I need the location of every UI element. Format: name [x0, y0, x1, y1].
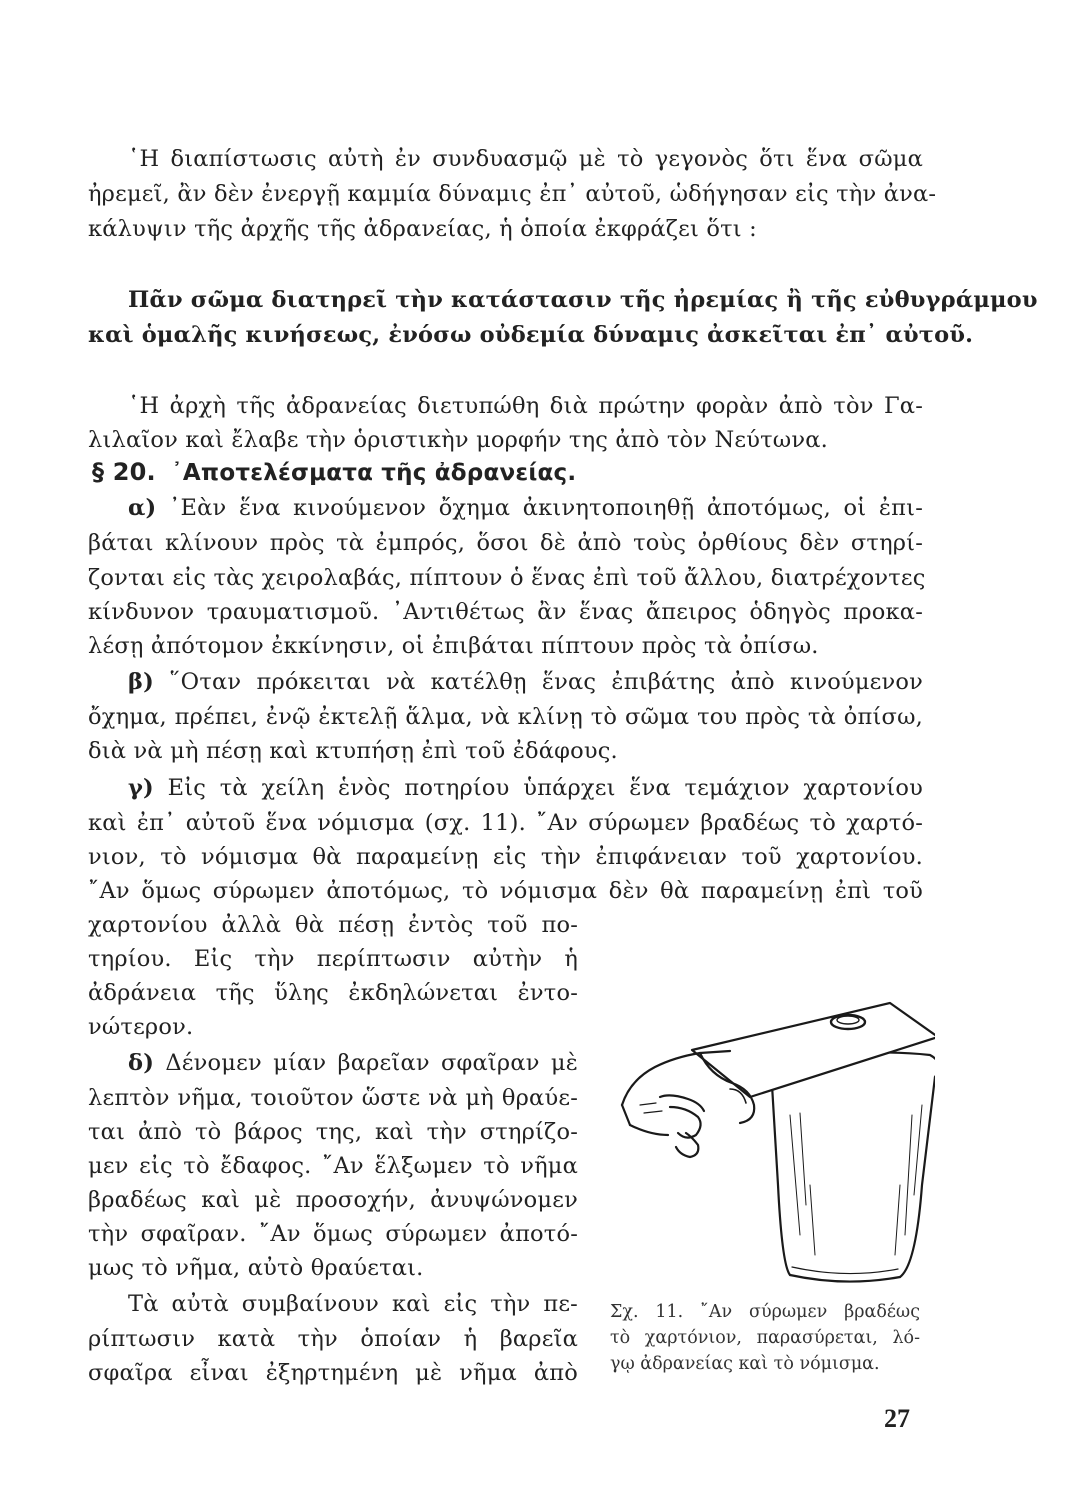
section-number: § 20. [92, 458, 156, 486]
text-line: ῎Αν ὅμως σύρωμεν ἀποτόμως, τὸ νόμισμα δὲν θὰ παραμείνῃ ἐπὶ τοῦ [88, 878, 923, 904]
caption-line: τὸ χαρτόνιον, παρασύρεται, λό- [610, 1328, 920, 1348]
paragraph-label: β) [128, 669, 154, 695]
text-line: χαρτονίου ἀλλὰ θὰ πέσῃ ἐντὸς τοῦ πο- [88, 912, 578, 938]
text-line [88, 668, 923, 696]
text-line: ἀδράνεια τῆς ὕλης ἐκδηλώνεται ἐντο- [88, 980, 578, 1006]
text-line: βάται κλίνουν πρὸς τὰ ἐμπρός, ὅσοι δὲ ἀπὸ τοὺς ὀρθίους δὲν στηρί- [88, 530, 923, 556]
coin-illustration [831, 1015, 865, 1029]
text-line: ρίπτωσιν κατὰ τὴν ὁποίαν ἡ βαρεῖα [88, 1326, 578, 1352]
figure-glass-card-coin [600, 985, 935, 1305]
caption-line: γῳ ἀδρανείας καὶ τὸ νόμισμα. [610, 1354, 880, 1374]
text-line: λιλαῖον καὶ ἔλαβε τὴν ὁριστικὴν μορφήν της ἀπὸ τὸν Νεύτωνα. [88, 427, 828, 453]
text-line: βραδέως καὶ μὲ προσοχήν, ἀνυψώνομεν [88, 1187, 578, 1213]
text-line: λεπτὸν νῆμα, τοιοῦτον ὥστε νὰ μὴ θραύε- [88, 1085, 578, 1111]
text-line: καὶ ὁμαλῆς κινήσεως, ἐνόσω οὐδεμία δύναμις ἀσκεῖται ἐπ᾿ αὐτοῦ. [88, 322, 974, 348]
paragraph-label: α) [128, 495, 157, 521]
text-line: νώτερον. [88, 1014, 194, 1040]
text-line: ῾Η ἀρχὴ τῆς ἀδρανείας διετυπώθη διὰ πρώτην φορὰν ἀπὸ τὸν Γα- [128, 393, 923, 419]
text-line: κίνδυνον τραυματισμοῦ. ᾿Αντιθέτως ἂν ἕνας ἄπειρος ὁδηγὸς προκα- [88, 599, 923, 625]
text-line: μεν εἰς τὸ ἔδαφος. ῎Αν ἕλξωμεν τὸ νῆμα [88, 1153, 578, 1179]
text-span: ῞Οταν πρόκειται νὰ κατέλθῃ ἕνας ἐπιβάτης ἀπὸ κινούμενον [169, 669, 923, 695]
text-line: σφαῖρα εἶναι ἐξηρτημένη μὲ νῆμα ἀπὸ [88, 1360, 578, 1386]
page-number: 27 [884, 1404, 910, 1433]
text-line: λέσῃ ἀπότομον ἐκκίνησιν, οἱ ἐπιβάται πίπτουν πρὸς τὰ ὀπίσω. [88, 633, 819, 659]
text-line: νιον, τὸ νόμισμα θὰ παραμείνῃ εἰς τὴν ἐπιφάνειαν τοῦ χαρτονίου. [88, 844, 923, 870]
text-line: ζονται εἰς τὰς χειρολαβάς, πίπτουν ὁ ἕνας ἐπὶ τοῦ ἄλλου, διατρέχοντες [88, 565, 926, 591]
text-line: κάλυψιν τῆς ἀρχῆς τῆς ἀδρανείας, ἡ ὁποία ἐκφράζει ὅτι : [88, 216, 757, 242]
text-span: ᾿Εὰν ἕνα κινούμενον ὄχημα ἀκινητοποιηθῇ ἀποτόμως, οἱ ἐπι- [169, 495, 923, 521]
caption-line: Σχ. 11. ῎Αν σύρωμεν βραδέως [610, 1302, 920, 1322]
text-line [88, 494, 923, 522]
text-line: Πᾶν σῶμα διατηρεῖ τὴν κατάστασιν τῆς ἠρεμίας ἢ τῆς εὐθυγράμμου [128, 287, 1038, 313]
text-line: ῾Η διαπίστωσις αὐτὴ ἐν συνδυασμῷ μὲ τὸ γεγονὸς ὅτι ἕνα σῶμα [128, 146, 923, 172]
card-illustration [692, 1003, 935, 1097]
text-line [88, 774, 923, 802]
glass-illustration [772, 1053, 935, 1282]
text-line: διὰ νὰ μὴ πέσῃ καὶ κτυπήσῃ ἐπὶ τοῦ ἐδάφους. [88, 738, 618, 764]
text-line: ὄχημα, πρέπει, ἐνῷ ἐκτελῇ ἅλμα, νὰ κλίνῃ τὸ σῶμα του πρὸς τὰ ὀπίσω, [88, 704, 923, 730]
text-line: τὴν σφαῖραν. ῎Αν ὅμως σύρωμεν ἀποτό- [88, 1221, 578, 1247]
paragraph-label: δ) [128, 1050, 155, 1076]
text-span: Δένομεν μίαν βαρεῖαν σφαῖραν μὲ [165, 1050, 579, 1076]
text-span: Εἰς τὰ χείλη ἑνὸς ποτηρίου ὑπάρχει ἕνα τεμάχιον χαρτονίου [167, 775, 923, 801]
section-heading [92, 458, 927, 487]
text-line: καὶ ἐπ᾿ αὐτοῦ ἕνα νόμισμα (σχ. 11). ῎Αν σύρωμεν βραδέως τὸ χαρτό- [88, 810, 923, 836]
text-line: ται ἀπὸ τὸ βάρος της, καὶ τὴν στηρίζο- [88, 1119, 578, 1145]
text-line [88, 1049, 578, 1077]
section-title: ᾿Αποτελέσματα τῆς ἀδρανείας. [171, 460, 577, 486]
text-line: τηρίου. Εἰς τὴν περίπτωσιν αὐτὴν ἡ [88, 946, 578, 972]
paragraph-label: γ) [128, 775, 154, 801]
text-line: ἠρεμεῖ, ἂν δὲν ἐνεργῇ καμμία δύναμις ἐπ᾿ αὐτοῦ, ὡδήγησαν εἰς τὴν ἀνα- [88, 181, 937, 207]
text-line: Τὰ αὐτὰ συμβαίνουν καὶ εἰς τὴν πε- [128, 1291, 578, 1317]
text-line: μως τὸ νῆμα, αὐτὸ θραύεται. [88, 1255, 424, 1281]
